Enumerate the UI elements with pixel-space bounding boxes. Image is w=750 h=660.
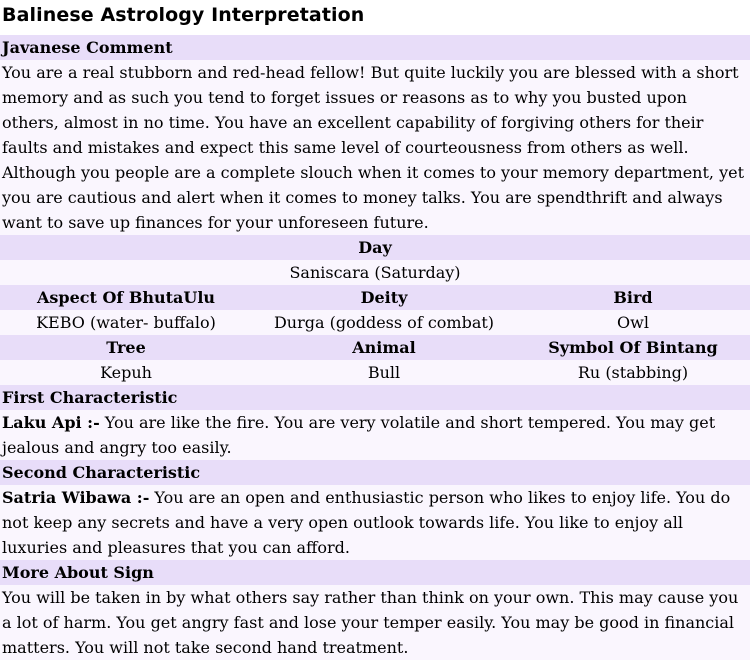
second-characteristic-heading: Second Characteristic (0, 460, 750, 485)
interpretation-content (0, 35, 750, 660)
second-characteristic-body: You are an open and enthusiastic person who likes to enjoy life. You do not keep any secrets and have a very open outlook towards life. You like to enjoy all luxuries and pleasures that you can afford. (2, 488, 731, 557)
more-about-sign-heading: More About Sign (0, 560, 750, 585)
symbol-label: Symbol Of Bintang (548, 338, 718, 357)
second-characteristic-name: Satria Wibawa :- (2, 488, 150, 507)
more-about-sign-text: You will be taken in by what others say rather than think on your own. This may cause you a lot of harm. You get angry fast and lose your temper easily. You may be good in financial matters. You will not take second hand treatment. (0, 585, 750, 660)
symbols-header-row (0, 335, 750, 360)
attributes-header-row (0, 285, 750, 310)
aspect-value: KEBO (water- buffalo) (36, 313, 216, 332)
day-value: Saniscara (Saturday) (289, 263, 461, 282)
javanese-comment-text: You are a real stubborn and red-head fellow! But quite luckily you are blessed with a short memory and as such you tend to forget issues or reasons as to why you busted upon others, almost in no time. You have an excellent capability of forgiving others for their faults and mistakes and expect this same level of courteousness from others as well. Although you people are a complete slouch when it comes to your memory department, yet you are cautious and alert when it comes to money talks. You are spendthrift and always want to save up finances for your unforeseen future. (0, 60, 750, 235)
animal-label: Animal (352, 338, 416, 357)
bird-label: Bird (613, 288, 653, 307)
symbol-value: Ru (stabbing) (577, 363, 689, 382)
first-characteristic-name: Laku Api :- (2, 413, 100, 432)
day-label: Day (358, 238, 392, 257)
first-characteristic-text (0, 410, 750, 460)
day-header-row (0, 235, 750, 260)
aspect-label: Aspect Of BhutaUlu (36, 288, 216, 307)
day-value-row (0, 260, 750, 285)
second-characteristic-text (0, 485, 750, 560)
tree-label: Tree (106, 338, 146, 357)
bird-value: Owl (617, 313, 649, 332)
animal-value: Bull (367, 363, 401, 382)
attributes-value-row (0, 310, 750, 335)
symbols-value-row (0, 360, 750, 385)
deity-value: Durga (goddess of combat) (273, 313, 495, 332)
first-characteristic-body: You are like the fire. You are very volatile and short tempered. You may get jealous and angry too easily. (2, 413, 716, 457)
tree-value: Kepuh (100, 363, 152, 382)
deity-label: Deity (360, 288, 408, 307)
page-title: Balinese Astrology Interpretation (2, 4, 365, 26)
javanese-comment-heading: Javanese Comment (0, 35, 750, 60)
first-characteristic-heading: First Characteristic (0, 385, 750, 410)
